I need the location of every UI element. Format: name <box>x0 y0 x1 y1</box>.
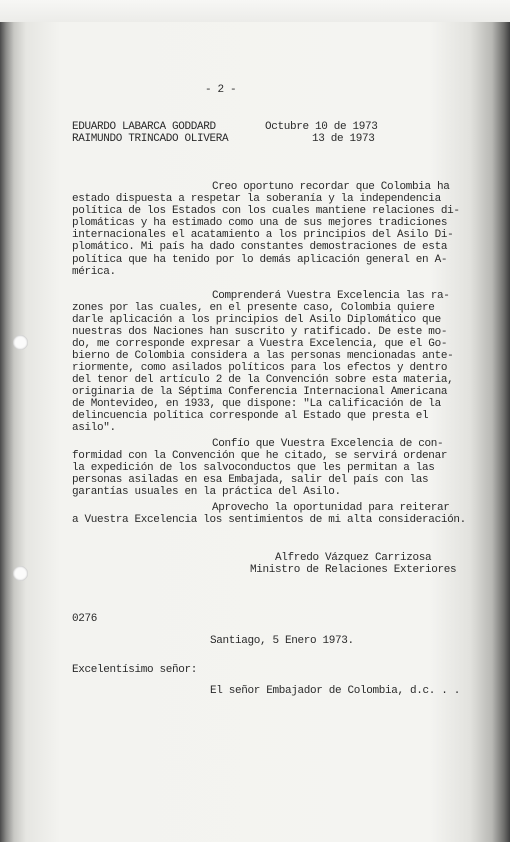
paragraph-line: formidad con la Convención que he citado, se servirá ordenar <box>72 450 448 462</box>
paragraph-line: nuestras dos Naciones han suscrito y ratificado. De este mo- <box>72 326 448 338</box>
paragraph-line: bierno de Colombia considera a las personas mencionadas ante- <box>72 350 454 362</box>
header-name-2: RAIMUNDO TRINCADO OLIVERA <box>72 133 229 145</box>
paragraph-line: Confío que Vuestra Excelencia de con- <box>212 438 444 450</box>
paragraph-line: la expedición de los salvoconductos que les permitan a las <box>72 462 435 474</box>
paragraph-line: personas asiladas en esa Embajada, salir del país con las <box>72 474 429 486</box>
signature-name: Alfredo Vázquez Carrizosa <box>275 552 432 564</box>
addressee: El señor Embajador de Colombia, d.c. . . <box>210 685 461 697</box>
paragraph-line: plomáticas y ha estimado como una de sus mejores tradiciones <box>72 217 448 229</box>
paragraph-line: política de los Estados con los cuales mantiene relaciones di- <box>72 205 460 217</box>
paragraph-line: internacionales el acatamiento a los principios del Asilo Di- <box>72 229 454 241</box>
paragraph-line: do, me corresponde expresar a Vuestra Excelencia, que el Go- <box>72 338 448 350</box>
paragraph-line: originaria de la Séptima Conferencia Internacional Americana <box>72 386 448 398</box>
paragraph-line: darle aplicación a los principios del Asilo Diplomático que <box>72 314 441 326</box>
signature-title: Ministro de Relaciones Exteriores <box>250 564 457 576</box>
paragraph-line: zones por las cuales, en el presente caso, Colombia quiere <box>72 302 435 314</box>
paragraph-line: mérica. <box>72 266 116 278</box>
paragraph-line: delincuencia política corresponde al Estado que presta el <box>72 410 429 422</box>
place-date: Santiago, 5 Enero 1973. <box>210 635 354 647</box>
header-date-1: Octubre 10 de 1973 <box>265 121 378 133</box>
paragraph-line: plomático. Mi país ha dado constantes demostraciones de esta <box>72 241 448 253</box>
paragraph-line: asilo". <box>72 422 116 434</box>
paragraph-line: Comprenderá Vuestra Excelencia las ra- <box>212 290 450 302</box>
page-number: - 2 - <box>205 84 237 96</box>
header-date-2: 13 de 1973 <box>312 133 375 145</box>
binder-hole-bottom <box>13 566 28 581</box>
reference-number: 0276 <box>72 613 98 625</box>
salutation: Excelentísimo señor: <box>72 664 198 676</box>
paragraph-line: a Vuestra Excelencia los sentimientos de mi alta consideración. <box>72 514 466 526</box>
top-margin <box>0 0 510 22</box>
paragraph-line: política que ha tenido por lo demás aplicación general en A- <box>72 254 448 266</box>
binder-hole-top <box>13 335 28 350</box>
paragraph-line: riormente, como asilados políticos para los efectos y dentro <box>72 362 448 374</box>
paragraph-line: garantías usuales en la práctica del Asilo. <box>72 486 341 498</box>
paragraph-line: Aprovecho la oportunidad para reiterar <box>212 502 450 514</box>
paragraph-line: estado dispuesta a respetar la soberanía y la independencia <box>72 193 441 205</box>
paragraph-line: Creo oportuno recordar que Colombia ha <box>212 181 450 193</box>
paragraph-line: del tenor del artículo 2 de la Convención sobre esta materia, <box>72 374 454 386</box>
header-name-1: EDUARDO LABARCA GODDARD <box>72 121 216 133</box>
paragraph-line: de Montevideo, en 1933, que dispone: "La calificación de la <box>72 398 441 410</box>
